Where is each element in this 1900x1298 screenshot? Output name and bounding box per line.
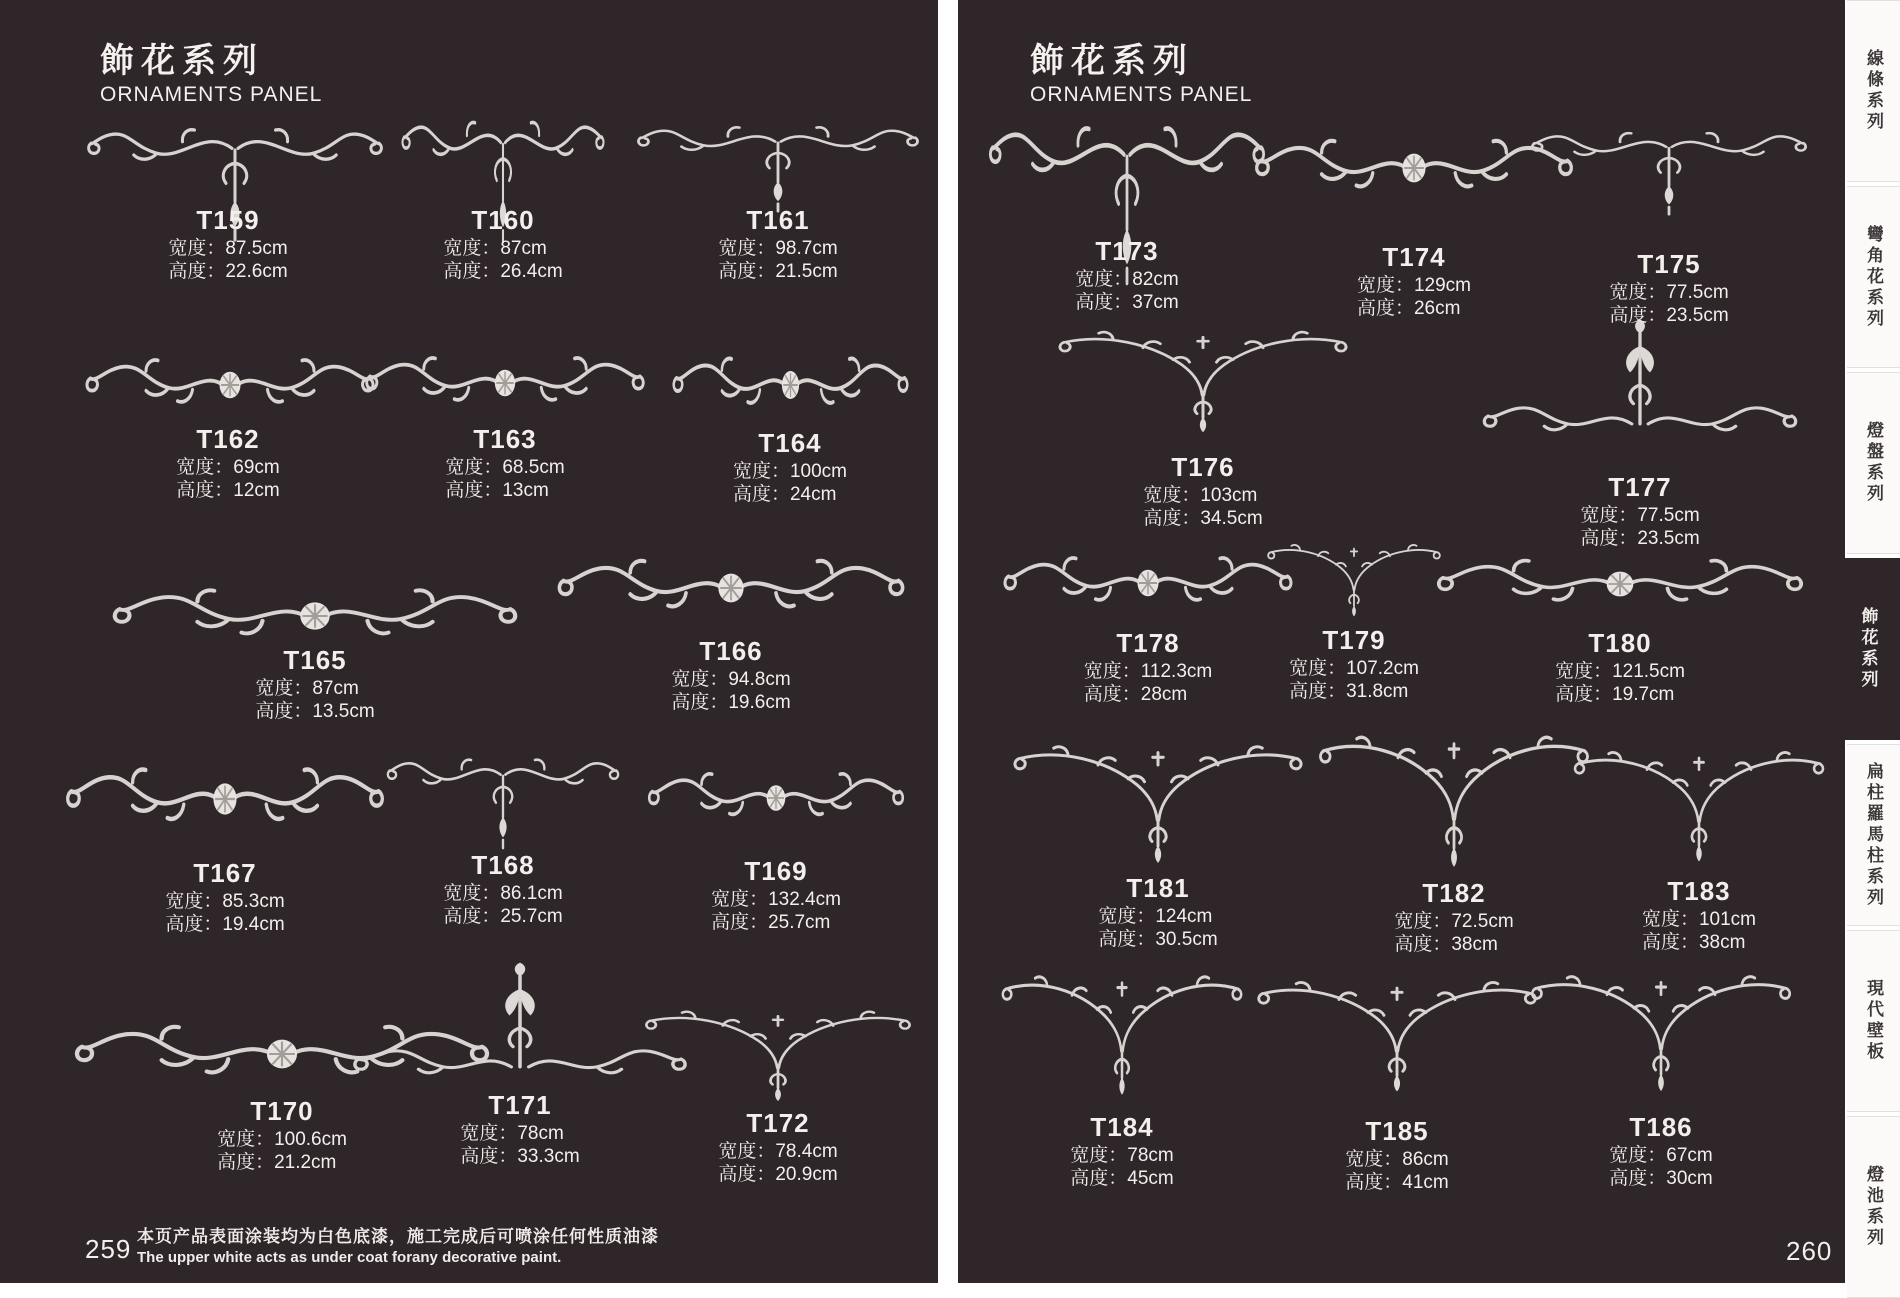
product-code: T181 — [1126, 873, 1190, 903]
ornament-image — [360, 350, 650, 416]
ornament-image — [1053, 328, 1353, 440]
ornament-image — [998, 550, 1298, 616]
product-card — [718, 1108, 837, 1186]
product-card — [1642, 876, 1756, 954]
page-number-right: 260 — [1786, 1236, 1833, 1266]
ornament-image — [643, 766, 909, 830]
ornament-image — [1008, 742, 1308, 872]
product-width: 宽度：98.7cm — [718, 238, 838, 259]
product-height: 高度：34.5cm — [1143, 508, 1263, 529]
product-height: 高度：38cm — [1641, 932, 1746, 953]
product-height: 高度：21.2cm — [217, 1152, 337, 1173]
product-card — [1143, 452, 1262, 530]
product-height: 高度：20.9cm — [718, 1164, 838, 1185]
product-width: 宽度：103cm — [1143, 485, 1258, 506]
ornament-image — [551, 552, 911, 624]
product-width: 宽度：77.5cm — [1580, 505, 1700, 526]
product-card — [1345, 1116, 1448, 1194]
ornament-image — [1264, 542, 1444, 622]
product-card — [168, 205, 287, 283]
product-width: 宽度：129cm — [1356, 275, 1472, 296]
product-card — [1098, 873, 1217, 951]
product-height: 高度：30cm — [1609, 1168, 1713, 1189]
product-height: 高度：41cm — [1345, 1172, 1449, 1193]
product-width: 宽度：78cm — [460, 1123, 564, 1144]
product-height: 高度：23.5cm — [1580, 528, 1700, 549]
product-card — [733, 428, 847, 506]
product-code: T186 — [1629, 1112, 1693, 1142]
product-code: T166 — [699, 636, 763, 666]
product-code: T163 — [473, 424, 537, 454]
product-height: 高度：12cm — [176, 480, 280, 501]
ornament-image — [60, 760, 390, 838]
product-width: 宽度：132.4cm — [711, 889, 841, 910]
product-card — [1609, 1112, 1712, 1190]
page-title-cn: 飾花系列 — [1030, 42, 1194, 80]
sidebar-tab-pilaster-roman-column-series — [1847, 744, 1900, 926]
product-code: T160 — [471, 205, 535, 235]
ornament-image — [635, 120, 921, 215]
product-code: T171 — [488, 1090, 552, 1120]
ornament-image — [1475, 315, 1805, 455]
product-height: 高度：26cm — [1356, 298, 1461, 319]
sidebar-tab-lamp-pool-series — [1847, 1116, 1900, 1298]
page-title-right — [1030, 42, 1252, 108]
product-code: T182 — [1422, 878, 1486, 908]
product-code: T173 — [1095, 236, 1159, 266]
product-code: T183 — [1667, 876, 1731, 906]
product-height: 高度：13cm — [445, 480, 549, 501]
product-width: 宽度：86.1cm — [443, 883, 563, 904]
product-card — [443, 205, 562, 283]
product-width: 宽度：121.5cm — [1555, 661, 1685, 682]
product-width: 宽度：85.3cm — [165, 891, 285, 912]
product-card — [1070, 1112, 1173, 1190]
ornament-image — [1569, 748, 1829, 870]
product-width: 宽度：87.5cm — [168, 238, 288, 259]
product-card — [255, 645, 374, 723]
product-width: 宽度：112.3cm — [1083, 661, 1213, 682]
sidebar-tab-label: 燈盤系列 — [1864, 421, 1883, 505]
product-code: T165 — [283, 645, 347, 675]
product-card — [217, 1096, 347, 1174]
ornament-image — [1430, 553, 1810, 615]
product-card — [445, 424, 564, 502]
product-card — [1394, 878, 1513, 956]
sidebar-tab-corner-flower-series — [1847, 186, 1900, 368]
page-title-cn: 飾花系列 — [100, 42, 264, 80]
product-width: 宽度：101cm — [1641, 909, 1757, 930]
product-height: 高度：31.8cm — [1289, 681, 1409, 702]
page-title-en: ORNAMENTS PANEL — [100, 83, 323, 106]
product-width: 宽度：72.5cm — [1394, 911, 1514, 932]
ornament-image — [668, 350, 913, 420]
product-width: 宽度：100.6cm — [217, 1129, 347, 1150]
product-width: 宽度：67cm — [1609, 1145, 1713, 1166]
product-code: T167 — [193, 858, 257, 888]
product-height: 高度：45cm — [1070, 1168, 1174, 1189]
product-card — [1075, 236, 1178, 314]
sidebar-tab-label: 飾花系列 — [1858, 607, 1878, 691]
product-code: T177 — [1608, 472, 1672, 502]
product-height: 高度：26.4cm — [443, 261, 563, 282]
product-width: 宽度：124cm — [1098, 906, 1213, 927]
sidebar-tab-label: 線條系列 — [1864, 49, 1883, 133]
product-card — [1289, 625, 1419, 703]
sidebar-tab-modern-wallboard — [1847, 930, 1900, 1112]
sidebar-tab-label: 現代壁板 — [1864, 979, 1883, 1063]
product-height: 高度：25.7cm — [443, 906, 563, 927]
ornament-image — [1314, 732, 1594, 877]
product-code: T172 — [746, 1108, 810, 1138]
product-code: T180 — [1588, 628, 1652, 658]
page-number-left: 259 — [85, 1234, 132, 1264]
product-height: 高度：23.5cm — [1609, 305, 1729, 326]
product-height: 高度：37cm — [1075, 292, 1179, 313]
product-card — [718, 205, 837, 283]
product-width: 宽度：68.5cm — [445, 457, 565, 478]
product-height: 高度：25.7cm — [711, 912, 831, 933]
product-code: T176 — [1171, 452, 1235, 482]
product-card — [460, 1090, 579, 1168]
product-code: T162 — [196, 424, 260, 454]
sidebar-tab-label: 彎角花系列 — [1864, 224, 1883, 330]
product-width: 宽度：77.5cm — [1609, 282, 1729, 303]
sidebar-tab-ornament-series-active — [1836, 558, 1900, 740]
product-code: T168 — [471, 850, 535, 880]
product-code: T174 — [1382, 242, 1446, 272]
sidebar-tab-lamp-plate-series — [1847, 372, 1900, 554]
page-title-left — [100, 42, 322, 108]
product-card — [1084, 628, 1212, 706]
product-code: T164 — [758, 428, 822, 458]
product-code: T159 — [196, 205, 260, 235]
product-code: T175 — [1637, 249, 1701, 279]
product-height: 高度：24cm — [732, 484, 837, 505]
product-code: T184 — [1090, 1112, 1154, 1142]
product-code: T169 — [744, 856, 808, 886]
product-code: T179 — [1322, 625, 1386, 655]
ornament-image — [1526, 972, 1796, 1100]
product-width: 宽度：78cm — [1070, 1145, 1174, 1166]
product-width: 宽度：87cm — [443, 238, 547, 259]
product-height: 高度：30.5cm — [1098, 929, 1218, 950]
product-height: 高度：28cm — [1083, 684, 1188, 705]
product-card — [443, 850, 562, 928]
product-card — [671, 636, 790, 714]
sidebar-tab-lines-series — [1847, 0, 1900, 182]
ornament-image — [640, 1008, 916, 1108]
product-card — [1357, 242, 1471, 320]
product-width: 宽度：86cm — [1345, 1149, 1449, 1170]
product-card — [176, 424, 279, 502]
ornament-image — [385, 752, 621, 852]
footnote-cn: 本页产品表面涂装均为白色底漆，施工完成后可喷涂任何性质油漆 — [137, 1227, 659, 1246]
product-width: 宽度：107.2cm — [1289, 658, 1419, 679]
product-card — [165, 858, 284, 936]
ornament-image — [1529, 126, 1809, 218]
product-code: T178 — [1116, 628, 1180, 658]
ornament-image — [997, 972, 1247, 1104]
sidebar-tab-label: 扁柱羅馬柱系列 — [1864, 761, 1883, 909]
product-width: 宽度：82cm — [1075, 269, 1179, 290]
product-card — [1580, 472, 1699, 550]
footnote — [137, 1226, 659, 1267]
product-width: 宽度：69cm — [176, 457, 280, 478]
ornament-image — [105, 582, 525, 650]
ornament-image — [80, 352, 380, 418]
product-card — [711, 856, 841, 934]
product-width: 宽度：100cm — [732, 461, 848, 482]
product-card — [1609, 249, 1728, 327]
product-height: 高度：19.4cm — [165, 914, 285, 935]
product-height: 高度：33.3cm — [460, 1146, 580, 1167]
product-height: 高度：22.6cm — [168, 261, 288, 282]
product-width: 宽度：87cm — [255, 678, 359, 699]
product-height: 高度：13.5cm — [255, 701, 375, 722]
product-code: T185 — [1365, 1116, 1429, 1146]
product-width: 宽度：78.4cm — [718, 1141, 838, 1162]
ornament-image — [1252, 978, 1542, 1100]
product-code: T161 — [746, 205, 810, 235]
product-height: 高度：38cm — [1394, 934, 1498, 955]
product-width: 宽度：94.8cm — [671, 669, 791, 690]
product-height: 高度：19.6cm — [671, 692, 791, 713]
product-height: 高度：19.7cm — [1555, 684, 1675, 705]
page-title-en: ORNAMENTS PANEL — [1030, 83, 1253, 106]
product-code: T170 — [250, 1096, 314, 1126]
product-height: 高度：21.5cm — [718, 261, 838, 282]
sidebar-tab-label: 燈池系列 — [1864, 1165, 1883, 1249]
product-card — [1555, 628, 1685, 706]
footnote-en: The upper white acts as under coat forany decorative paint. — [137, 1249, 562, 1266]
